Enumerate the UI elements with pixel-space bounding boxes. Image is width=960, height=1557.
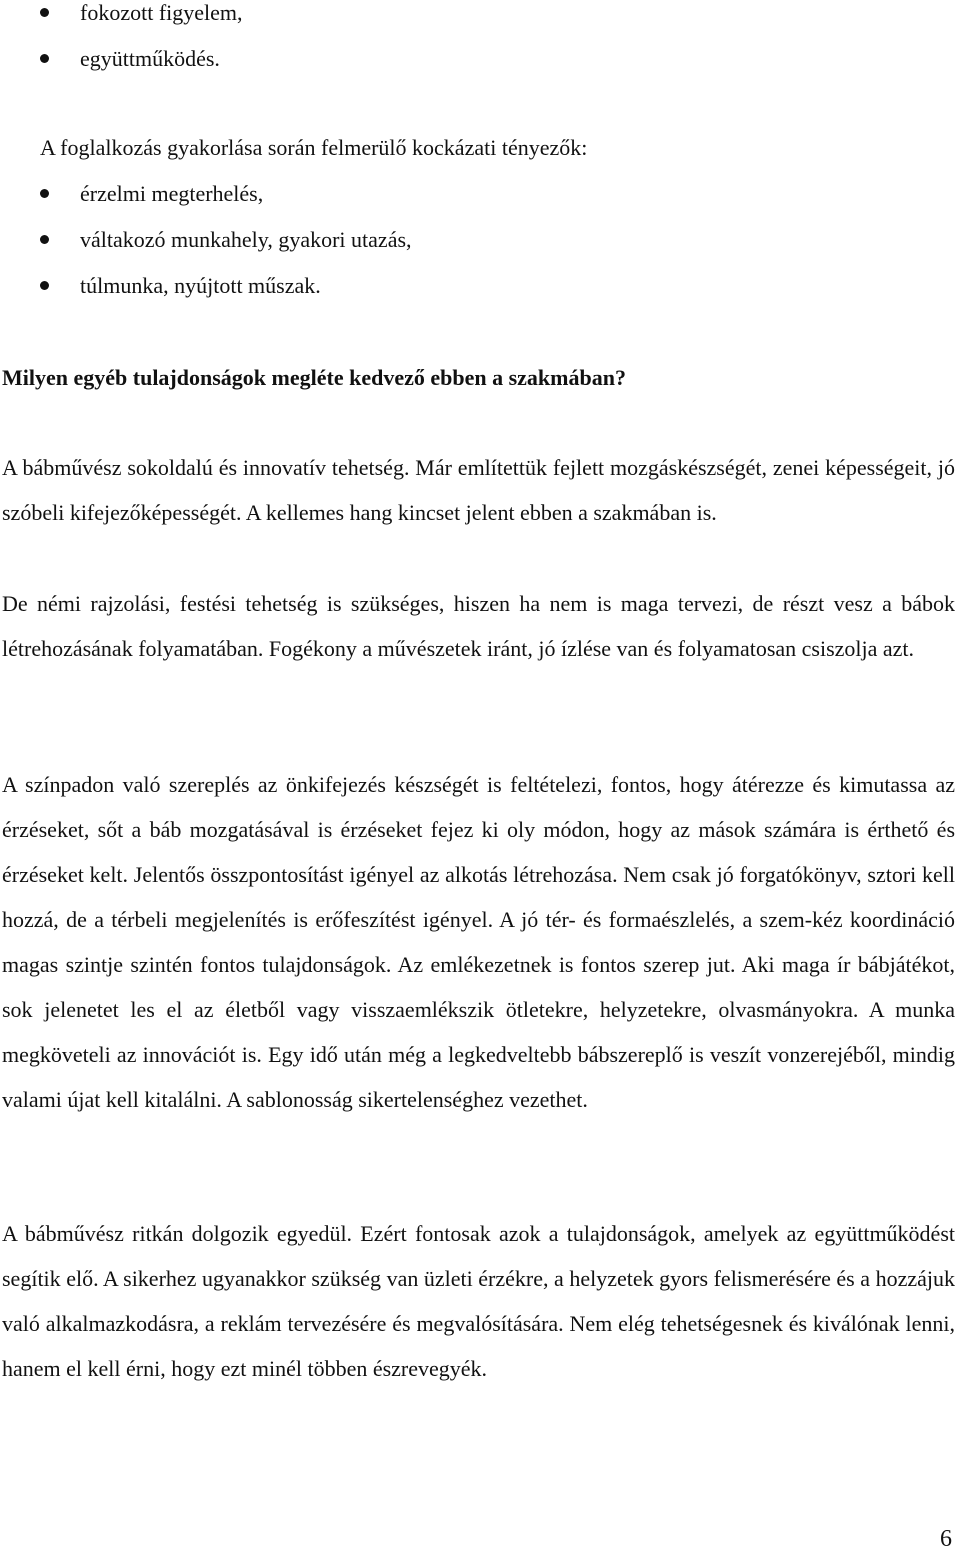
bullet-icon <box>40 281 49 290</box>
section-heading: Milyen egyéb tulajdonságok megléte kedvező ebben a szakmában? <box>2 365 626 390</box>
list-item: érzelmi megterhelés, <box>0 181 960 227</box>
list-item: váltakozó munkahely, gyakori utazás, <box>0 227 960 273</box>
page-number: 6 <box>940 1526 952 1552</box>
paragraph-4: A bábművész ritkán dolgozik egyedül. Ezért fontosak azok a tulajdonságok, amelyek az együttműködést segítik elő. A sikerhez ugyanakkor szükség van üzleti érzékre, a helyzetek gyors felismerésére és a hozzájuk való alkalmazkodásra, a reklám tervezésére és megvalósítására. Nem elég tehetségesnek és kiválónak lenni, hanem el kell érni, hogy ezt minél többen észrevegyék. <box>2 1221 955 1381</box>
paragraph-2: De némi rajzolási, festési tehetség is szükséges, hiszen ha nem is maga tervezi, de részt vesz a bábok létrehozásának folyamatában. Fogékony a művészetek iránt, jó ízlése van és folyamatosan csiszolja azt. <box>2 591 955 661</box>
bullet-icon <box>40 54 49 63</box>
bullet-icon <box>40 189 49 198</box>
bullet-list-qualities <box>0 0 960 92</box>
list-item: együttműködés. <box>0 46 960 92</box>
list-item: fokozott figyelem, <box>0 0 960 46</box>
paragraph-3: A színpadon való szereplés az önkifejezés készségét is feltételezi, fontos, hogy átérezze és kimutassa az érzéseket, sőt a báb mozgatásával is érzéseket fejez ki oly módon, hogy az mások számára is érthető és érzéseket kelt. Jelentős összpontosítást igényel az alkotás létrehozása. Nem csak jó forgatókönyv, sztori kell hozzá, de a térbeli megjelenítés is erőfeszítést igényel. A jó tér- és formaészlelés, a szem-kéz koordináció magas szintje szintén fontos tulajdonságok. Az emlékezetnek is fontos szerep jut. Aki maga ír bábjátékot, sok jelenetet les el az életből vagy visszaemlékszik ötletekre, helyzetekre, olvasmányokra. A munka megköveteli az innovációt is. Egy idő után még a legkedveltebb bábszereplő is veszít vonzerejéből, mindig valami újat kell kitalálni. A sablonosság sikertelenséghez vezethet. <box>2 772 955 1112</box>
risk-intro: A foglalkozás gyakorlása során felmerülő kockázati tényezők: <box>40 135 588 160</box>
bullet-list-risks <box>0 181 960 319</box>
bullet-icon <box>40 235 49 244</box>
paragraph-1: A bábművész sokoldalú és innovatív tehetség. Már említettük fejlett mozgáskészségét, zenei képességeit, jó szóbeli kifejezőképességét. A kellemes hang kincset jelent ebben a szakmában is. <box>2 455 955 525</box>
list-item: túlmunka, nyújtott műszak. <box>0 273 960 319</box>
bullet-icon <box>40 8 49 17</box>
